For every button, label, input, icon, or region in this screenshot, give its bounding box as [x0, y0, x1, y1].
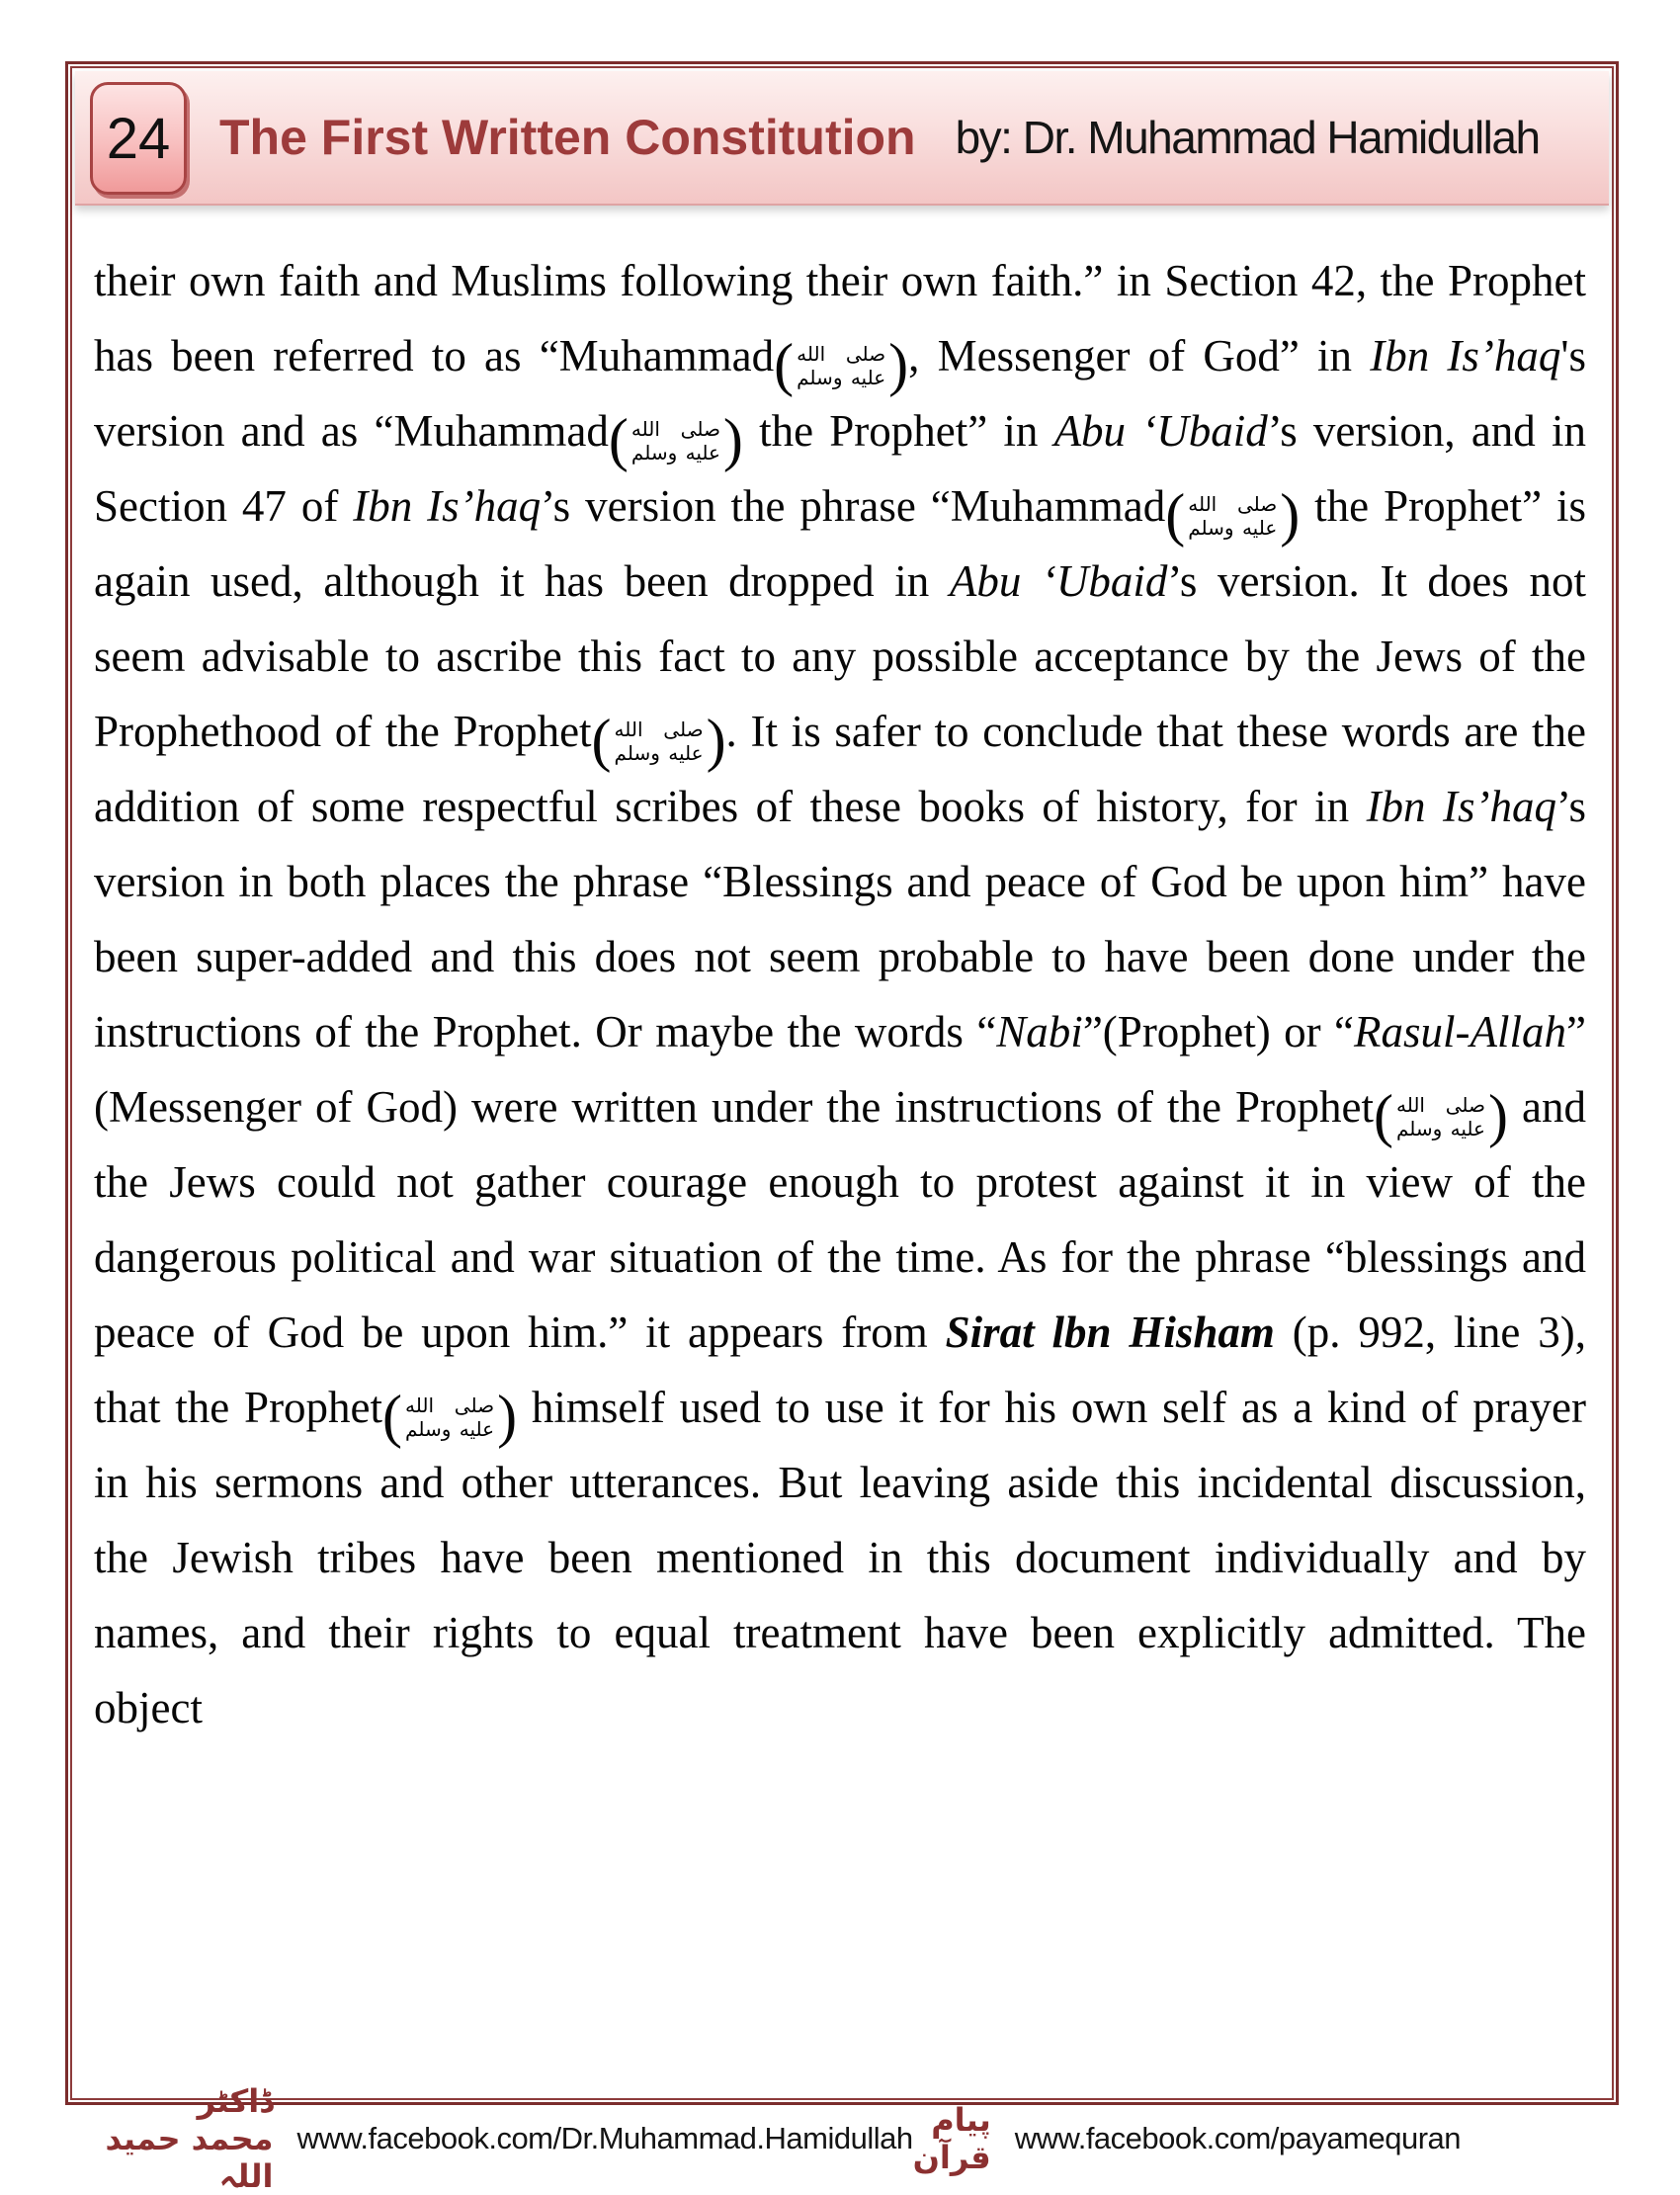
page-title: The First Written Constitution — [219, 110, 916, 165]
header-text — [219, 71, 1601, 204]
urdu-logo-payamequran: پیام قرآن — [912, 2101, 991, 2176]
paren-close: ) — [1280, 482, 1301, 548]
text-segment: and the Jews could not gather courage enough to protest against it in view of the dangerous political and war situation of the time. As for the phrase “blessings and peace of God be upon him.” it appears from — [94, 1082, 1586, 1357]
text-segment: ’s version. It does not seem advisable to ascribe this fact to any possible acceptance by the Jews of the Prophethood of the Prophet — [94, 556, 1586, 756]
urdu-signature-author: ڈاکٹر محمد حمید اللہ — [105, 2082, 274, 2195]
text-segment: ”(Prophet) or “ — [1082, 1007, 1355, 1056]
arabic-blessing-text: صلى الله عليه وسلم — [614, 717, 704, 765]
text-segment: Ibn Is’haq — [1366, 782, 1556, 831]
arabic-blessing-text: صلى الله عليه وسلم — [630, 416, 720, 464]
text-segment: the Prophet” in — [742, 406, 1054, 456]
page-number: 24 — [106, 106, 171, 171]
arabic-blessing-text: صلى الله عليه وسلم — [1188, 491, 1278, 540]
arabic-blessing-text: صلى الله عليه وسلم — [405, 1393, 495, 1441]
blessing-mark — [1165, 482, 1301, 548]
text-segment: Ibn Is’haq — [1370, 331, 1561, 380]
footer-url-author: www.facebook.com/Dr.Muhammad.Hamidullah — [296, 2121, 913, 2155]
text-segment: Rasul-Allah — [1354, 1007, 1567, 1056]
footer-left — [105, 2082, 913, 2195]
paren-close: ) — [888, 332, 909, 397]
header-band — [75, 71, 1609, 206]
text-segment: ’s version in both places the phrase “Blessings and peace of God be upon him” have been super-added and this does not seem probable to have been done under the instructions of the Prophet. Or maybe the words “ — [94, 782, 1587, 1056]
blessing-mark — [591, 708, 726, 773]
paren-close: ) — [1488, 1083, 1508, 1148]
text-segment: ’s version the phrase “Muhammad — [541, 481, 1166, 531]
text-segment: ’s version, and in Section 47 of — [94, 406, 1586, 531]
paren-close: ) — [722, 407, 743, 472]
paren-close: ) — [706, 708, 726, 773]
page-number-badge — [90, 82, 187, 195]
text-segment: . It is safer to conclude that these words are the addition of some respectful scribes of these books of history, for in — [94, 707, 1587, 831]
text-segment: Ibn Is’haq — [353, 481, 542, 531]
paren-close: ) — [497, 1384, 518, 1449]
text-segment: the Prophet” is again used, although it has been dropped in — [94, 481, 1587, 606]
paren-open: ( — [608, 407, 629, 472]
arabic-blessing-text: صلى الله عليه وسلم — [1395, 1092, 1485, 1140]
footer — [65, 2082, 1619, 2195]
footer-right — [913, 2101, 1461, 2176]
text-segment: Abu ‘Ubaid — [1053, 406, 1268, 456]
text-segment: ” (Messenger of God) were written under the instructions of the Prophet — [94, 1007, 1586, 1132]
text-segment: himself used to use it for his own self as a kind of prayer in his sermons and other utterances. But leaving aside this incidental discussion, the Jewish tribes have been mentioned in this document individually and by names, and their rights to equal treatment have been explicitly admitted. The object — [94, 1383, 1586, 1732]
page-frame — [65, 61, 1619, 2105]
text-segment: Nabi — [996, 1007, 1083, 1056]
text-segment: Sirat lbn Hisham — [945, 1308, 1275, 1357]
blessing-mark — [774, 332, 909, 397]
paren-open: ( — [774, 332, 795, 397]
blessing-mark — [1373, 1083, 1508, 1148]
byline: by: Dr. Muhammad Hamidullah — [955, 112, 1540, 163]
paren-open: ( — [591, 708, 612, 773]
footer-url-payamequran: www.facebook.com/payamequran — [1014, 2121, 1461, 2155]
text-segment: , Messenger of God” in — [908, 331, 1371, 380]
body-paragraph — [94, 243, 1586, 1745]
paren-open: ( — [1373, 1083, 1393, 1148]
paren-open: ( — [1165, 482, 1186, 548]
text-segment: 's version and as “Muhammad — [94, 331, 1586, 456]
blessing-mark — [608, 407, 743, 472]
text-segment: (p. 992, line 3), that the Prophet — [94, 1308, 1586, 1432]
text-segment: Abu ‘Ubaid — [949, 556, 1168, 606]
paren-open: ( — [382, 1384, 403, 1449]
arabic-blessing-text: صلى الله عليه وسلم — [797, 341, 886, 389]
text-segment: their own faith and Muslims following their own faith.” in Section 42, the Prophet has been referred to as “Muhammad — [94, 256, 1586, 380]
blessing-mark — [382, 1384, 518, 1449]
